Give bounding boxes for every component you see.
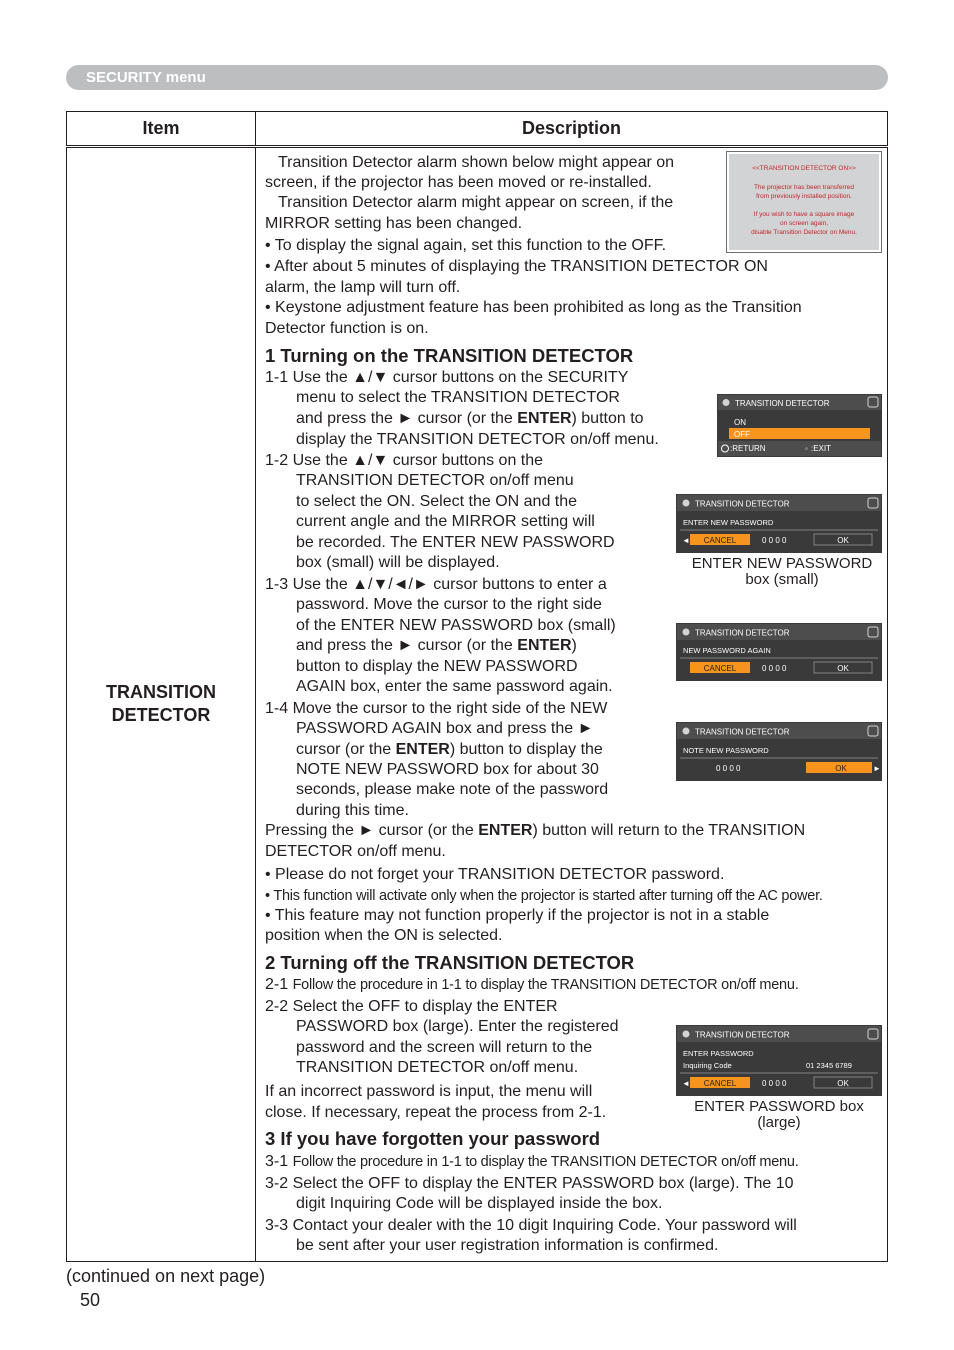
step-1-4: 1-4 Move the cursor to the right side of the NEW — [265, 700, 608, 717]
ok-label: OK — [837, 1079, 849, 1088]
password-digits: 0 0 0 0 — [716, 764, 741, 773]
section-title: SECURITY menu — [86, 69, 206, 86]
enter-key-label: ENTER — [478, 822, 533, 839]
enter-new-password-box — [676, 494, 882, 553]
step-1-3: button to display the NEW PASSWORD — [296, 658, 578, 675]
text: ) button to — [571, 410, 644, 427]
step-3-3: 3-3 Contact your dealer with the 10 digit Inquiring Code. Your password will — [265, 1217, 797, 1234]
step-3-3: be sent after your user registration information is confirmed. — [296, 1237, 719, 1254]
intro-bullet: • After about 5 minutes of displaying the TRANSITION DETECTOR ON — [265, 258, 768, 275]
press-return — [265, 821, 805, 842]
note-bullet: • Please do not forget your TRANSITION DETECTOR password. — [265, 866, 725, 883]
onoff-menu-screen — [717, 394, 882, 457]
box-title: TRANSITION DETECTOR — [695, 628, 790, 638]
menu-icon — [723, 399, 730, 406]
text: Follow the procedure in 1-1 to display the TRANSITION DETECTOR on/off menu. — [292, 1154, 799, 1170]
box-title: TRANSITION DETECTOR — [695, 499, 790, 509]
alarm-line: disable Transition Detector on Menu. — [751, 229, 857, 236]
alarm-screen — [726, 151, 882, 253]
note-bullet: • This feature may not function properly if the projector is not in a stable — [265, 907, 770, 924]
table-header-row — [66, 111, 888, 146]
inquiring-code: 01 2345 6789 — [806, 1061, 852, 1070]
password-digits: 0 0 0 0 — [762, 664, 787, 673]
note-bullet: position when the ON is selected. — [265, 927, 503, 944]
press-return: DETECTOR on/off menu. — [265, 843, 446, 860]
cancel-label: CANCEL — [703, 536, 737, 545]
step-1-2: TRANSITION DETECTOR on/off menu — [296, 472, 574, 489]
box-title: TRANSITION DETECTOR — [695, 1030, 790, 1040]
alarm-title: <<TRANSITION DETECTOR ON>> — [752, 165, 856, 172]
item-cell — [67, 148, 256, 1261]
ok-label: OK — [837, 664, 849, 673]
text: ) — [571, 637, 577, 654]
step-1-2: 1-2 Use the ▲/▼ cursor buttons on the — [265, 452, 544, 469]
step-1-4: NOTE NEW PASSWORD box for about 30 — [296, 761, 599, 778]
incorrect-note: If an incorrect password is input, the menu will — [265, 1083, 593, 1100]
step-2-2: password and the screen will return to the — [296, 1039, 593, 1056]
ok-label: OK — [835, 764, 847, 773]
text: and press the ► cursor (or the — [296, 637, 518, 654]
menu-icon — [683, 500, 690, 507]
alarm-line: from previously installed position. — [756, 193, 852, 200]
caption-line: box (small) — [745, 571, 819, 588]
item-name — [67, 681, 255, 727]
text: cursor (or the — [296, 741, 396, 758]
step-1-4: seconds, please make note of the password — [296, 781, 609, 798]
step-1-2: to select the ON. Select the ON and the — [296, 493, 578, 510]
caption-line: ENTER PASSWORD box — [694, 1098, 864, 1115]
box-title: TRANSITION DETECTOR — [695, 727, 790, 737]
column-header-item: Item — [67, 112, 256, 145]
step-1-3: password. Move the cursor to the right side — [296, 596, 602, 613]
incorrect-note: close. If necessary, repeat the process from 2-1. — [265, 1104, 607, 1121]
enter-key-label: ENTER — [517, 410, 572, 427]
box-label: ENTER PASSWORD — [683, 1049, 754, 1058]
intro-line: Transition Detector alarm might appear on screen, if the — [278, 194, 674, 211]
step-1-1: 1-1 Use the ▲/▼ cursor buttons on the SECURITY — [265, 369, 629, 386]
ok-label: OK — [837, 536, 849, 545]
text: 3-1 — [265, 1153, 293, 1170]
step-1-3: of the ENTER NEW PASSWORD box (small) — [296, 617, 616, 634]
menu-title: TRANSITION DETECTOR — [735, 399, 830, 408]
text: and press the ► cursor (or the — [296, 410, 518, 427]
section2-heading: 2 Turning off the TRANSITION DETECTOR — [265, 952, 635, 973]
caption-line: ENTER NEW PASSWORD — [691, 555, 873, 572]
intro-bullet: • Keystone adjustment feature has been prohibited as long as the Transition — [265, 299, 802, 316]
menu-icon — [683, 629, 690, 636]
step-1-1: display the TRANSITION DETECTOR on/off menu. — [296, 431, 659, 448]
text: Follow the procedure in 1-1 to display the TRANSITION DETECTOR on/off menu. — [292, 977, 799, 993]
left-arrow-icon: ◄ — [682, 536, 690, 545]
box-label: ENTER NEW PASSWORD — [683, 518, 774, 527]
right-arrow-icon: ► — [873, 764, 881, 773]
alarm-line: If you wish to have a square image — [753, 211, 855, 218]
step-1-2: current angle and the MIRROR setting will — [296, 513, 595, 530]
step-1-4: during this time. — [296, 802, 409, 819]
step-1-4 — [265, 740, 603, 761]
cancel-label: CANCEL — [703, 1079, 737, 1088]
text: Pressing the ► cursor (or the — [265, 822, 479, 839]
intro-line: Detector function is on. — [265, 320, 429, 337]
step-1-2: box (small) will be displayed. — [296, 554, 500, 571]
menu-exit: :EXIT — [811, 444, 832, 453]
column-header-description: Description — [521, 118, 622, 138]
step-2-2: PASSWORD box (large). Enter the registered — [296, 1018, 619, 1035]
step-1-1: menu to select the TRANSITION DETECTOR — [296, 389, 620, 406]
text: 2-1 — [265, 976, 293, 993]
menu-icon — [683, 1031, 690, 1038]
menu-return: :RETURN — [730, 444, 766, 453]
box-label: NEW PASSWORD AGAIN — [683, 646, 771, 655]
section3-heading: 3 If you have forgotten your password — [265, 1128, 601, 1149]
menu-option-off: OFF — [734, 430, 750, 439]
step-2-1 — [265, 975, 798, 996]
step-3-2: 3-2 Select the OFF to display the ENTER PASSWORD box (large). The 10 — [265, 1175, 794, 1192]
left-arrow-icon: ◄ — [682, 1079, 690, 1088]
intro-line: screen, if the projector has been moved or re-installed. — [265, 174, 652, 191]
step-3-1 — [265, 1152, 798, 1173]
item-name-line1: TRANSITION — [106, 682, 216, 702]
step-2-2: TRANSITION DETECTOR on/off menu. — [296, 1059, 579, 1076]
text: ) button to display the — [449, 741, 603, 758]
step-1-4: PASSWORD AGAIN box and press the ► — [296, 720, 594, 737]
enter-password-box-large — [676, 1025, 882, 1096]
step-1-3: 1-3 Use the ▲/▼/◄/► cursor buttons to enter a — [265, 576, 607, 593]
note-new-password-box — [676, 722, 882, 781]
intro-line: MIRROR setting has been changed. — [265, 215, 523, 232]
intro-line: alarm, the lamp will turn off. — [265, 279, 461, 296]
menu-highlight — [729, 428, 870, 439]
new-password-again-box — [676, 623, 882, 681]
inquiring-label: Inquiring Code — [683, 1061, 732, 1070]
caption-line: (large) — [757, 1114, 801, 1131]
item-name-line2: DETECTOR — [111, 705, 211, 725]
step-1-3 — [265, 636, 577, 657]
text: ) button will return to the TRANSITION — [532, 822, 806, 839]
enter-key-label: ENTER — [395, 741, 450, 758]
menu-option-on: ON — [734, 418, 746, 427]
box-new-caption — [682, 556, 882, 588]
box-large-caption — [679, 1099, 879, 1131]
continued-note: (continued on next page) — [66, 1266, 266, 1286]
intro-line: Transition Detector alarm shown below might appear on — [278, 154, 675, 171]
section1-heading: 1 Turning on the TRANSITION DETECTOR — [265, 345, 634, 366]
intro-bullet: • To display the signal again, set this function to the OFF. — [265, 237, 667, 254]
box-label: NOTE NEW PASSWORD — [683, 746, 769, 755]
page-number: 50 — [80, 1290, 101, 1310]
menu-icon — [683, 728, 690, 735]
password-digits: 0 0 0 0 — [762, 536, 787, 545]
alarm-line: The projector has been transferred — [753, 184, 855, 191]
step-3-2: digit Inquiring Code will be displayed inside the box. — [296, 1195, 663, 1212]
note-bullet: • This function will activate only when the projector is started after turning off the AC power. — [265, 888, 823, 904]
step-1-1 — [265, 409, 644, 430]
step-1-2: be recorded. The ENTER NEW PASSWORD — [296, 534, 615, 551]
step-2-2: 2-2 Select the OFF to display the ENTER — [265, 998, 558, 1015]
cancel-label: CANCEL — [703, 664, 737, 673]
step-1-3: AGAIN box, enter the same password again. — [296, 678, 613, 695]
enter-key-label: ENTER — [517, 637, 572, 654]
password-digits: 0 0 0 0 — [762, 1079, 787, 1088]
alarm-line: on screen again, — [779, 220, 829, 227]
select-icon: ◦ — [805, 444, 808, 453]
section-header-bar — [66, 65, 888, 90]
